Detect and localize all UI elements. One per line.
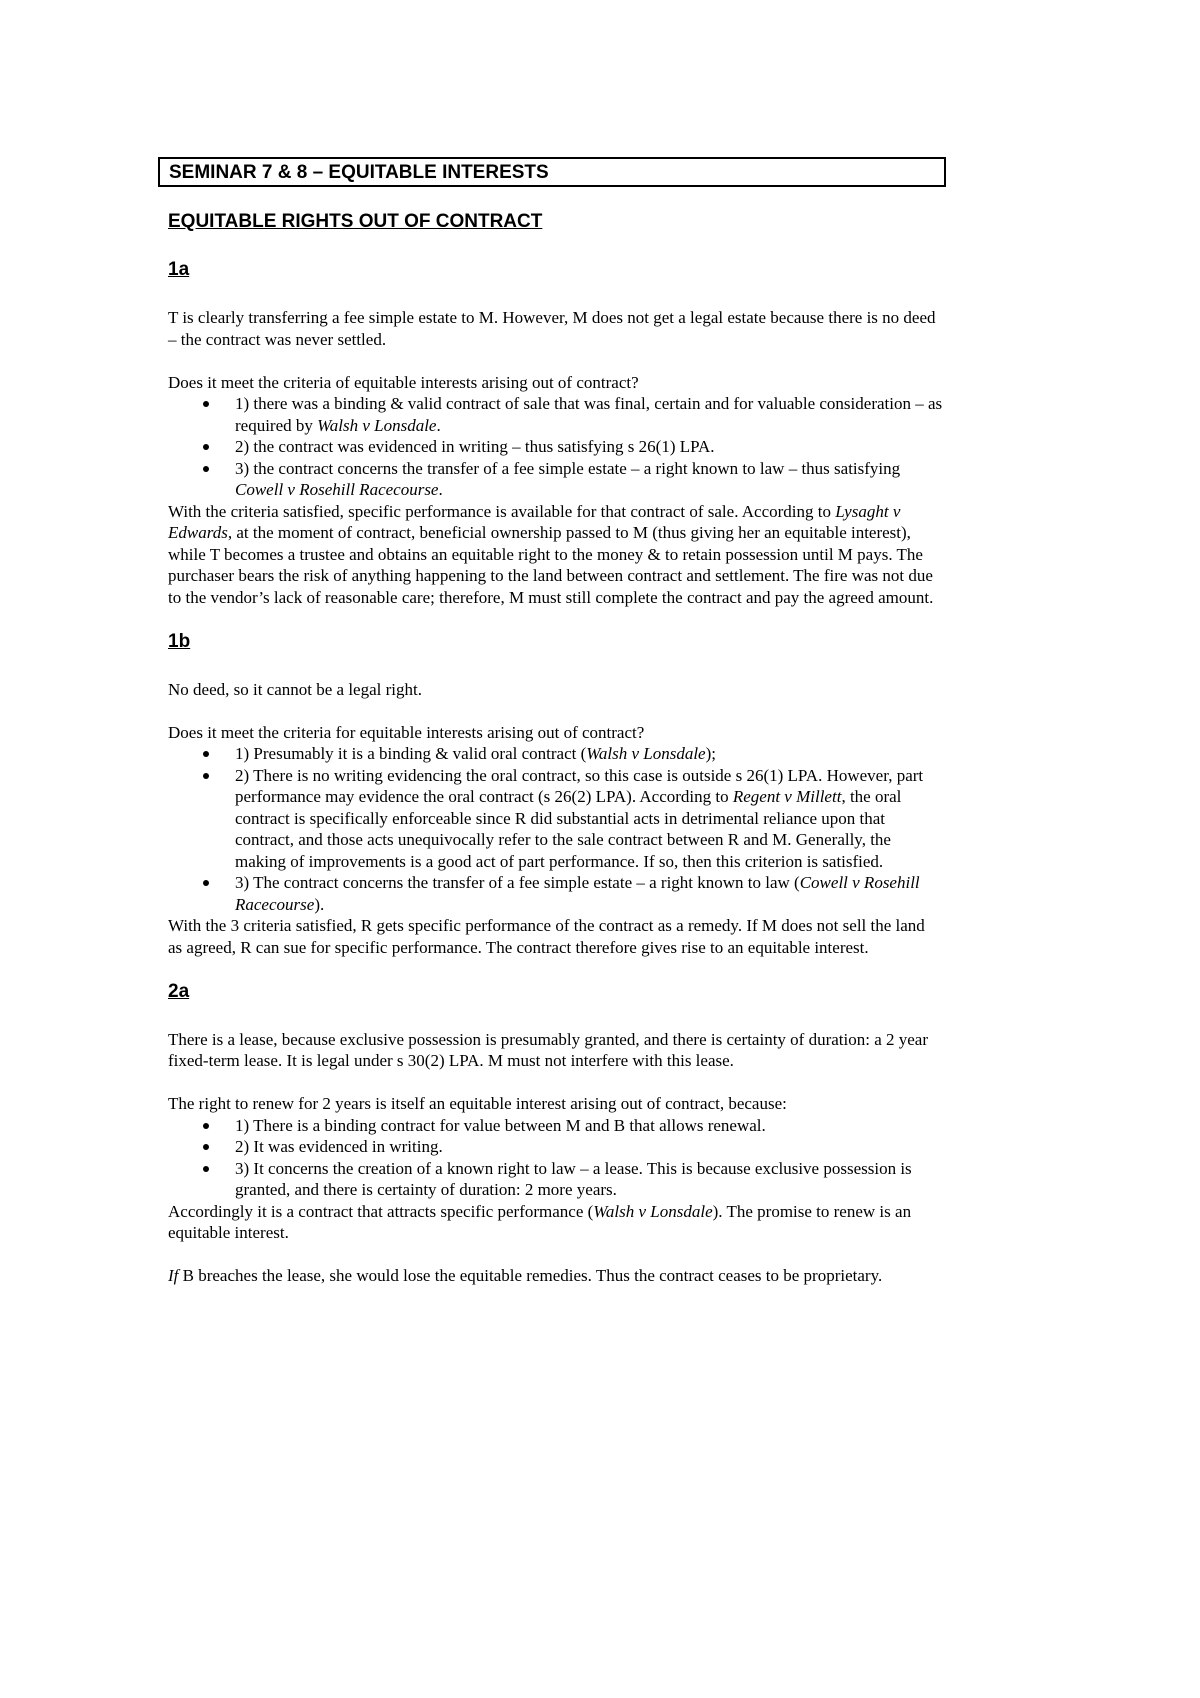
list-item: 3) It concerns the creation of a known right to law – a lease. This is because exclusive possession is granted, and there is certainty of duration: 2 more years. bbox=[168, 1158, 943, 1201]
case-citation: Walsh v Lonsdale bbox=[586, 744, 706, 763]
list-item: 2) It was evidenced in writing. bbox=[168, 1136, 943, 1158]
list-item: 1) There is a binding contract for value between M and B that allows renewal. bbox=[168, 1115, 943, 1137]
case-citation: If bbox=[168, 1266, 179, 1285]
question-heading: 1b bbox=[168, 630, 191, 652]
paragraph: Accordingly it is a contract that attracts specific performance (Walsh v Lonsdale). The promise to renew is an equitable interest. bbox=[168, 1201, 912, 1242]
case-citation: Walsh v Lonsdale bbox=[593, 1201, 713, 1221]
criteria-list bbox=[168, 743, 943, 915]
criteria-list bbox=[168, 1115, 943, 1201]
case-citation: Cowell v Rosehill Racecourse bbox=[235, 873, 920, 914]
paragraph: The right to renew for 2 years is itself an equitable interest arising out of contract, because: bbox=[168, 1094, 787, 1113]
question-heading: 2a bbox=[168, 980, 190, 1002]
case-citation: Walsh v Lonsdale bbox=[317, 415, 437, 435]
paragraph: Does it meet the criteria of equitable interests arising out of contract? bbox=[168, 372, 639, 392]
document-body bbox=[168, 210, 943, 1308]
paragraph: With the criteria satisfied, specific performance is available for that contract of sale. According to Lysaght v Edwards, at the moment of contract, beneficial ownership passed to M (thus giving her an equitable interest), while T becomes a trustee and obtains an equitable right to the money & to retain possession until M pays. The purchaser bears the risk of anything happening to the land between contract and settlement. The fire was not due to the vendor’s lack of reasonable care; therefore, M must still complete the contract and pay the agreed amount. bbox=[168, 501, 934, 607]
list-item: 3) The contract concerns the transfer of a fee simple estate – a right known to law (Cowell v Rosehill Racecourse). bbox=[168, 872, 943, 915]
section-heading: EQUITABLE RIGHTS OUT OF CONTRACT bbox=[168, 211, 543, 232]
criteria-list bbox=[168, 393, 943, 501]
paragraph: There is a lease, because exclusive possession is presumably granted, and there is certainty of duration: a 2 year fixed-term lease. It is legal under s 30(2) LPA. M must not interfere with this lease. bbox=[168, 1029, 929, 1070]
case-citation: Regent v Millett bbox=[732, 787, 842, 806]
list-item: 1) Presumably it is a binding & valid oral contract (Walsh v Lonsdale); bbox=[168, 743, 943, 765]
question-heading: 1a bbox=[168, 259, 190, 280]
paragraph: Does it meet the criteria for equitable interests arising out of contract? bbox=[168, 722, 645, 742]
title-box bbox=[158, 157, 946, 187]
paragraph: T is clearly transferring a fee simple estate to M. However, M does not get a legal estate because there is no deed – the contract was never settled. bbox=[168, 308, 936, 349]
paragraph: If B breaches the lease, she would lose the equitable remedies. Thus the contract ceases to be proprietary. bbox=[168, 1266, 883, 1285]
paragraph: No deed, so it cannot be a legal right. bbox=[168, 679, 422, 699]
paragraph: With the 3 criteria satisfied, R gets specific performance of the contract as a remedy. If M does not sell the land as agreed, R can sue for specific performance. The contract therefore gives rise to an equitable interest. bbox=[168, 916, 925, 957]
case-citation: Cowell v Rosehill Racecourse bbox=[235, 480, 439, 499]
list-item: 2) There is no writing evidencing the oral contract, so this case is outside s 26(1) LPA. However, part performance may evidence the oral contract (s 26(2) LPA). According to Regent v Millett, the oral contract is specifically enforceable since R did substantial acts in detrimental reliance upon that contract, and those acts unequivocally refer to the sale contract between R and M. Generally, the making of improvements is a good act of part performance. If so, then this criterion is satisfied. bbox=[168, 765, 943, 873]
page-title: SEMINAR 7 & 8 – EQUITABLE INTERESTS bbox=[169, 162, 549, 183]
list-item: 3) the contract concerns the transfer of a fee simple estate – a right known to law – thus satisfying Cowell v Rosehill Racecourse. bbox=[168, 458, 943, 501]
list-item: 2) the contract was evidenced in writing – thus satisfying s 26(1) LPA. bbox=[168, 436, 943, 458]
case-citation: Lysaght v Edwards bbox=[168, 501, 901, 542]
list-item: 1) there was a binding & valid contract of sale that was final, certain and for valuable consideration – as required by Walsh v Lonsdale. bbox=[168, 393, 943, 436]
